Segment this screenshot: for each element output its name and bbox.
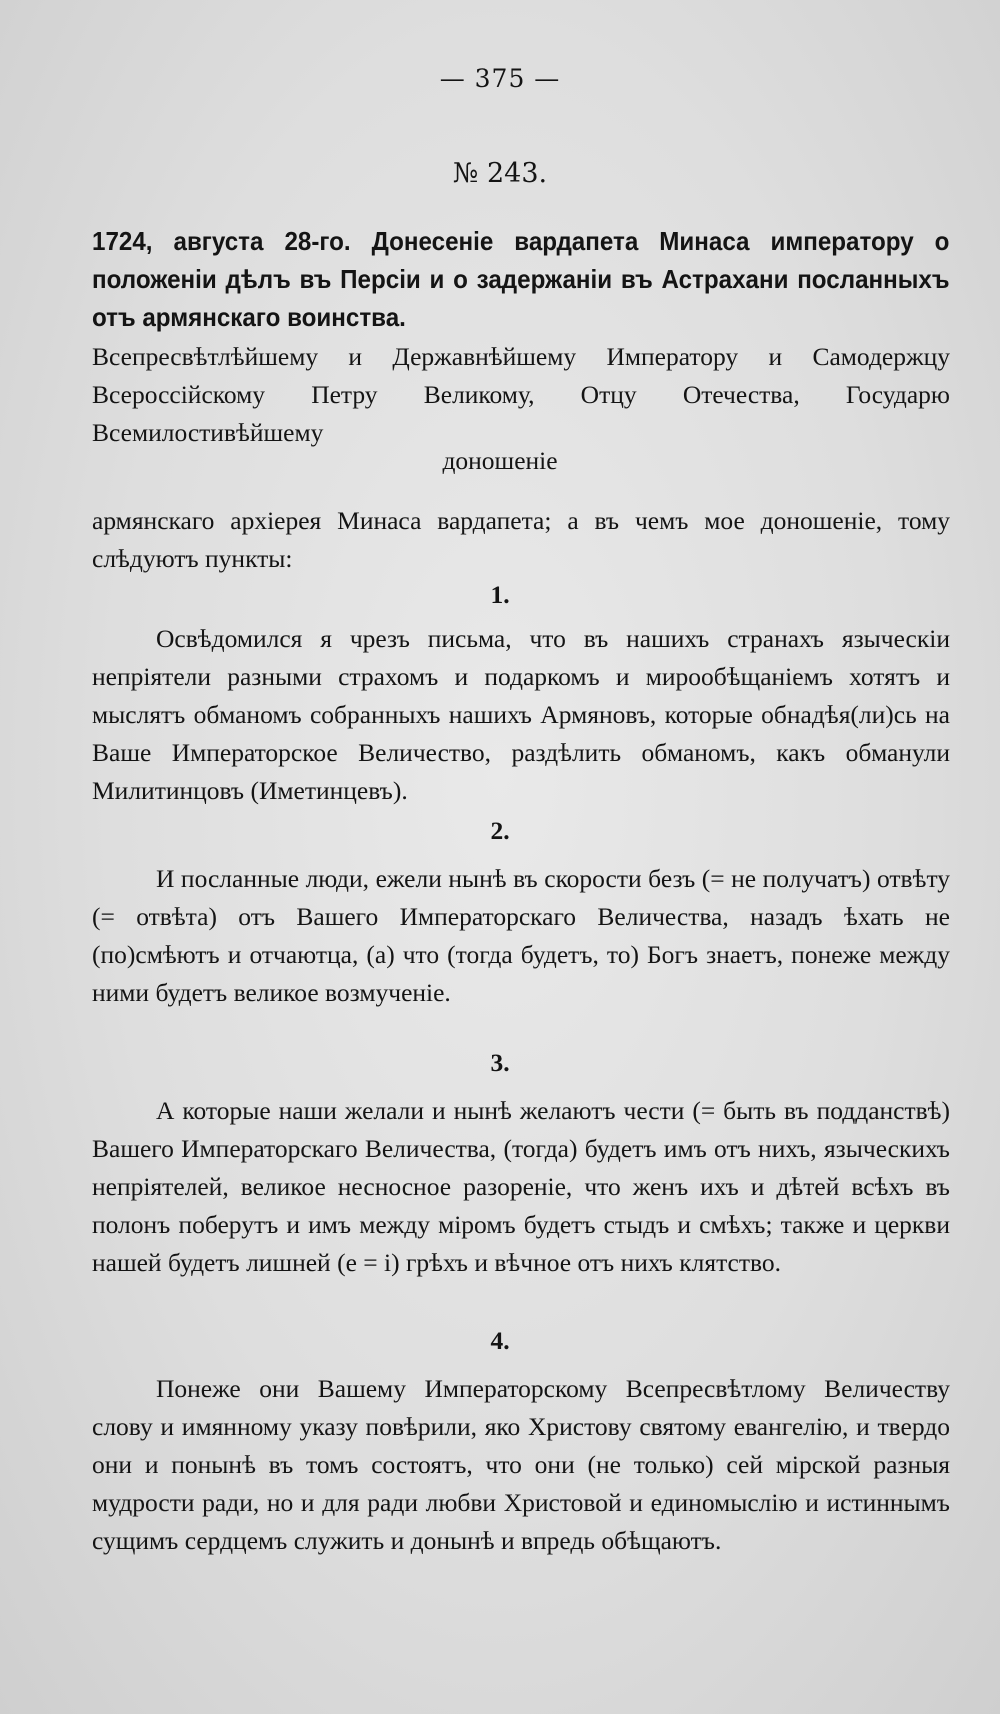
point-paragraph: И посланные люди, ежели нынѣ въ скорости безъ (= не получатъ) отвѣту (= отвѣта) отъ Вашего Императорскаго Величества, назадъ ѣхать не (по)смѣютъ и отчаютца, (а) что (тогда будетъ, то) Богъ знаетъ, понеже между ними будетъ великое возмученіе. xyxy=(92,864,950,1007)
point-paragraph: Понеже они Вашему Императорскому Всепресвѣтлому Величеству слову и имянному указу повѣрили, яко Христову святому евангелію, и твердо они и понынѣ въ томъ состоятъ, что они (не только) сей мірской разныя мудрости ради, но и для ради любви Христовой и единомыслію и истиннымъ сущимъ сердцемъ служить и донынѣ и впредь обѣщаютъ. xyxy=(92,1374,950,1555)
point-paragraph: А которые наши желали и нынѣ желаютъ чести (= быть въ подданствѣ) Вашего Императорскаго Величества, (тогда) будетъ имъ отъ нихъ, языческихъ непріятелей, великое несносное разореніе, что женъ ихъ и дѣтей всѣхъ въ полонъ поберутъ и имъ между міромъ будетъ стыдъ и смѣхъ; также и церкви нашей будетъ лишней (е = і) грѣхъ и вѣчное отъ нихъ клятство. xyxy=(92,1096,950,1277)
document-number: № 243. xyxy=(452,158,548,189)
point-number: 2. xyxy=(490,816,510,845)
point-paragraph: Освѣдомился я чрезъ письма, что въ нашихъ странахъ языческіи непріятели разными страхомъ и подаркомъ и мирообѣщаніемъ хотятъ и мыслятъ обманомъ собранныхъ нашихъ Армяновъ, которые обнадѣя(ли)сь на Ваше Императорское Величество, раздѣлить обманомъ, какъ обманули Милитинцовъ (Иметинцевъ). xyxy=(92,624,950,805)
intro-paragraph: армянскаго архіерея Минаса вардапета; а въ чемъ мое доношеніе, тому слѣдуютъ пункты: xyxy=(92,506,950,573)
point-number: 4. xyxy=(490,1326,510,1355)
point-number: 1. xyxy=(490,580,510,609)
report-word: доношеніе xyxy=(442,446,558,475)
page-number: — 375 — xyxy=(439,64,561,93)
address-paragraph: Всепресвѣтлѣйшему и Державнѣйшему Императору и Самодержцу Всероссійскому Петру Великому, Отцу Отечества, Государю Всемилостивѣйшему xyxy=(92,342,950,447)
point-number: 3. xyxy=(490,1048,510,1077)
document-heading: 1724, августа 28-го. Донесеніе вардапета Минаса императору о положеніи дѣлъ въ Персіи и о задержаніи въ Астрахани посланныхъ отъ армянскаго воинства. xyxy=(92,226,950,332)
